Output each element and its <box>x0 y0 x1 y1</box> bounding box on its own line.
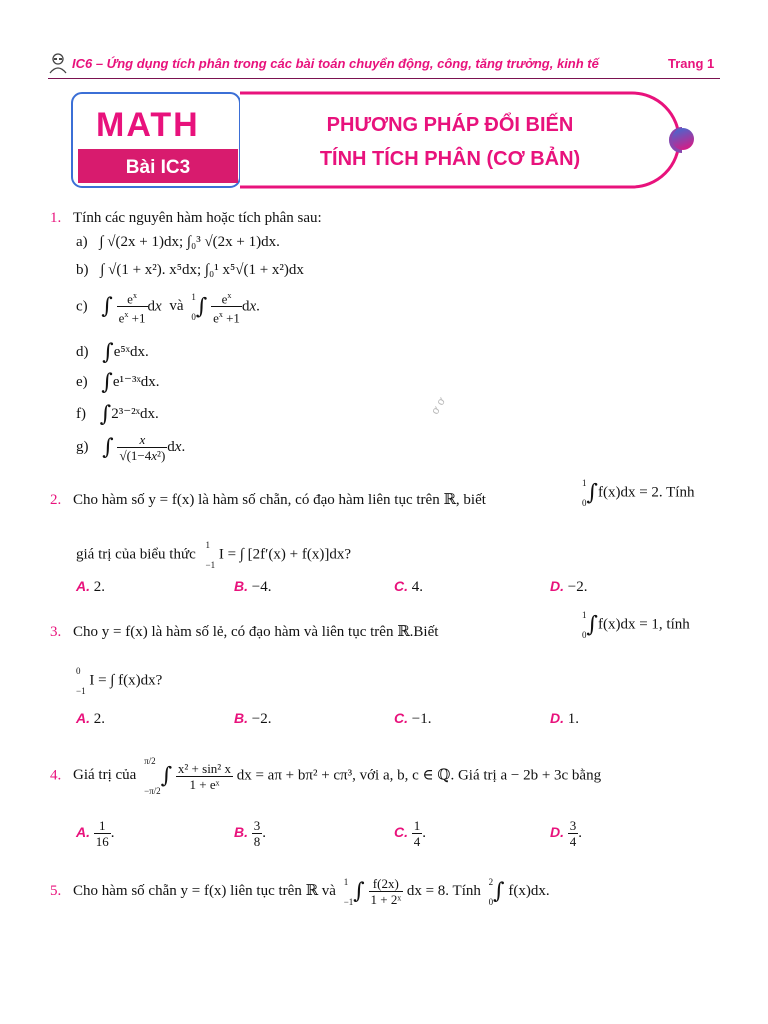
q2-answer-d[interactable]: D. −2. <box>550 578 588 595</box>
q1-part-b: b) ∫ √(1 + x²). x⁵dx; ∫₀¹ x⁵√(1 + x²)dx <box>76 262 304 278</box>
banner-title-line1: PHƯƠNG PHÁP ĐỔI BIẾN <box>326 114 574 136</box>
q1-part-g: g) ∫ $\frac{x}{\text{√(1−4x²)}}$ dx. <box>76 432 186 463</box>
q1-part-e: e) ∫e¹⁻³ˣdx. <box>76 370 160 395</box>
q4-answer-b[interactable]: B. $\frac{3}{8}$ . <box>234 818 266 849</box>
q4-answer-d[interactable]: D. $\frac{3}{4}$ . <box>550 818 582 849</box>
header-title: IC6 – Ứng dụng tích phân trong các bài toán chuyển động, công, tăng trưởng, kinh tế <box>72 56 599 71</box>
q4-answer-a[interactable]: A. $\frac{1}{16}$ . <box>76 818 115 849</box>
q4-answer-c[interactable]: C. $\frac{1}{4}$ . <box>394 818 426 849</box>
q3-answer-d[interactable]: D. 1. <box>550 710 579 727</box>
q1-part-f: f) ∫2³⁻²ˣdx. <box>76 402 159 427</box>
q2-integral: 1 0∫f(x)dx = 2. Tính <box>582 478 695 508</box>
decor-dot <box>672 128 694 150</box>
q2-answer-c[interactable]: C. 4. <box>394 578 423 595</box>
q3-answer-a[interactable]: A. 2. <box>76 710 105 727</box>
question-1 <box>50 210 322 227</box>
question-text: Tính các nguyên hàm hoặc tích phân sau: <box>73 210 322 226</box>
question-number: 1. <box>50 210 62 226</box>
header-divider <box>48 78 720 79</box>
lesson-label: Bài IC3 <box>125 157 191 178</box>
q2-answer-b[interactable]: B. −4. <box>234 578 272 595</box>
q3-integral: 1 0∫f(x)dx = 1, tính <box>582 610 690 640</box>
question-2: 2. Cho hàm số y = f(x) là hàm số chẵn, có đạo hàm liên tục trên ℝ, biết <box>50 492 486 508</box>
question-4: 4. Giá trị của π/2 −π/2∫ $\frac{\text{x² + sin² x}}{\text{1 + eˣ}}$ dx = aπ + bπ² + cπ³, với a, b, c ∈ ℚ. Giá trị a − 2b + 3c bằng <box>50 756 602 796</box>
question-5: 5. Cho hàm số chẵn y = f(x) liên tục trên ℝ và 1 −1∫ $\frac{f(2x)}{\text{1 + 2ˣ}}$ dx = 8. Tính 2 0∫ f(x)dx. <box>50 876 550 907</box>
q1-part-d: d) ∫e⁵ˣdx. <box>76 340 149 365</box>
question-3: 3. Cho y = f(x) là hàm số lẻ, có đạo hàm và liên tục trên ℝ.Biết <box>50 624 439 640</box>
banner-title-line2: TÍNH TÍCH PHÂN (CƠ BẢN) <box>319 148 581 170</box>
math-logo: MATH <box>96 106 200 144</box>
q3-line2: 0 −1 I = ∫ f(x)dx? <box>76 666 163 696</box>
q1-part-c: c) ∫ $\frac{e^x}{e^x +1}$ dx và 1 0∫ $\frac{e^x}{e^x +1}$ dx. <box>76 288 260 326</box>
teacher-avatar-icon <box>48 52 68 74</box>
q1-part-a: a) ∫ √(2x + 1)dx; ∫₀³ √(2x + 1)dx. <box>76 234 280 250</box>
q3-answer-c[interactable]: C. −1. <box>394 710 432 727</box>
q2-line2: giá trị của biểu thức 1 −1 I = ∫ [2f′(x) + f(x)]dx? <box>76 540 352 570</box>
watermark: ơ ơ <box>429 395 449 417</box>
q2-answer-a[interactable]: A. 2. <box>76 578 105 595</box>
q3-answer-b[interactable]: B. −2. <box>234 710 272 727</box>
page-number: Trang 1 <box>668 56 715 71</box>
